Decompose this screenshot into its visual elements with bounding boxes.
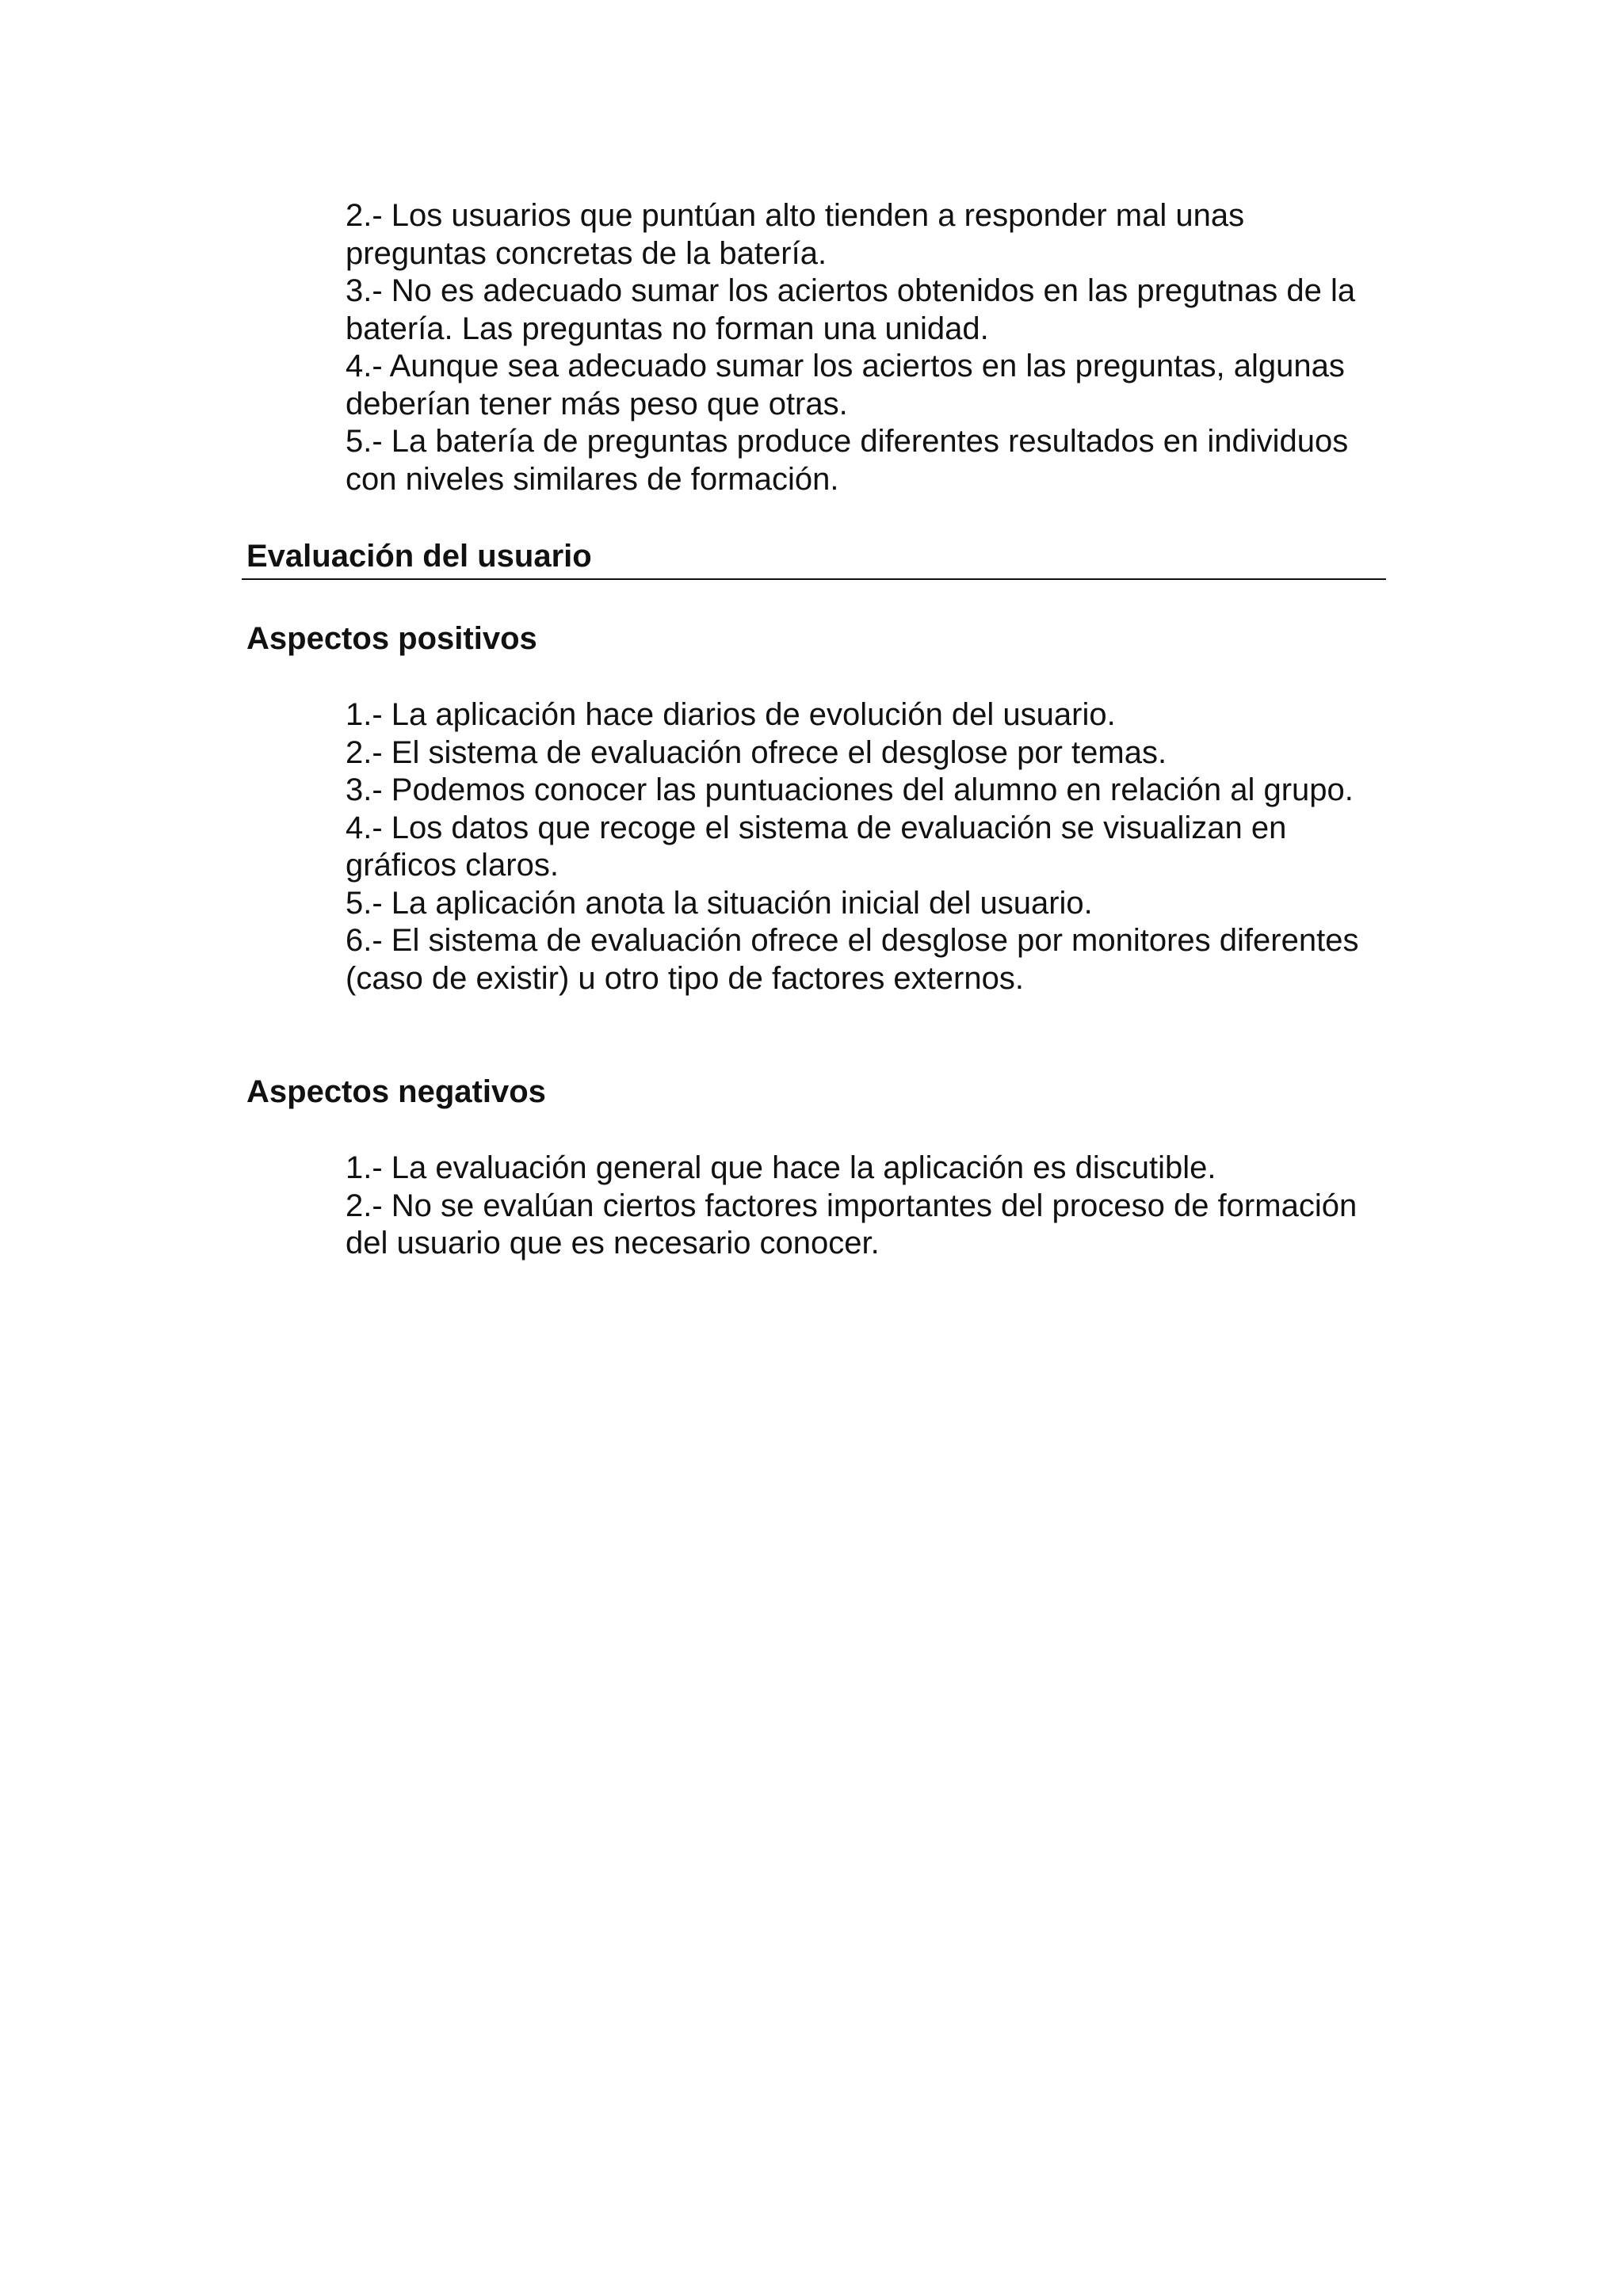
list-item: 1.- La evaluación general que hace la aplicación es discutible.: [346, 1150, 1216, 1185]
list-item: 2.- El sistema de evaluación ofrece el desglose por temas.: [346, 734, 1167, 770]
list-item: 5.- La batería de preguntas produce diferentes resultados en individuos con niveles similares de formación.: [346, 424, 1349, 497]
list-item: 2.- No se evalúan ciertos factores importantes del proceso de formación del usuario que es necesario conocer.: [346, 1188, 1358, 1261]
list-item: 4.- Los datos que recoge el sistema de evaluación se visualizan en gráficos claros.: [346, 810, 1287, 883]
positive-list: [346, 696, 1376, 997]
top-list: [346, 197, 1376, 498]
list-item: 2.- Los usuarios que puntúan alto tienden a responder mal unas preguntas concretas de la batería.: [346, 198, 1245, 271]
list-item: 3.- No es adecuado sumar los aciertos obtenidos en las pregutnas de la batería. Las preguntas no forman una unidad.: [346, 273, 1356, 346]
list-item: 3.- Podemos conocer las puntuaciones del alumno en relación al grupo.: [346, 772, 1354, 807]
positive-heading: Aspectos positivos: [246, 621, 537, 656]
section-title: Evaluación del usuario: [246, 539, 592, 574]
negative-list: [346, 1150, 1376, 1263]
negative-heading: Aspectos negativos: [246, 1074, 546, 1109]
list-item: 4.- Aunque sea adecuado sumar los aciertos en las preguntas, algunas deberían tener más peso que otras.: [346, 349, 1345, 421]
list-item: 1.- La aplicación hace diarios de evolución del usuario.: [346, 697, 1116, 732]
section-divider: [242, 578, 1386, 580]
list-item: 5.- La aplicación anota la situación inicial del usuario.: [346, 885, 1093, 921]
list-item: 6.- El sistema de evaluación ofrece el desglose por monitores diferentes (caso de existir) u otro tipo de factores externos.: [346, 923, 1359, 996]
